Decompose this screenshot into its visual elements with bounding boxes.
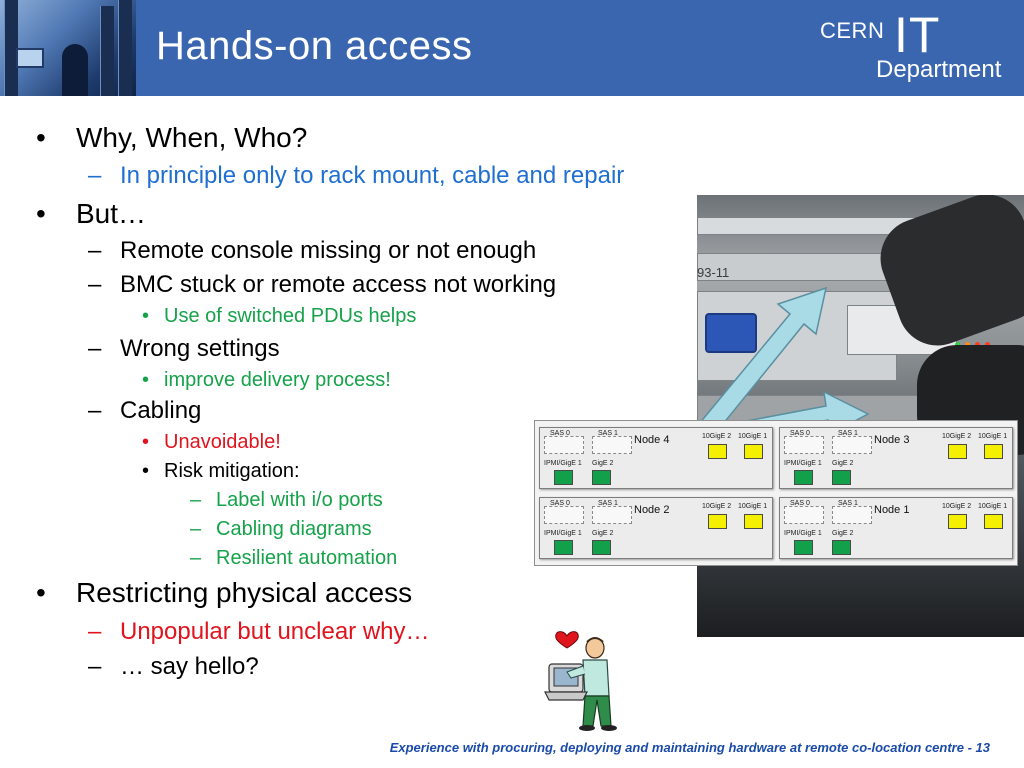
sas1-label: SAS 1 bbox=[598, 500, 618, 507]
gige2-label: GigE 2 bbox=[832, 460, 854, 467]
bullet-mark: • bbox=[142, 431, 150, 453]
ipmi-label: IPMI/GigE 1 bbox=[544, 530, 582, 537]
bullet-mark: – bbox=[88, 397, 102, 424]
heart-icon bbox=[556, 632, 579, 648]
bullet-mark: – bbox=[88, 162, 102, 189]
bullet-text: Label with i/o ports bbox=[216, 489, 383, 511]
bullet-text: Risk mitigation: bbox=[164, 460, 300, 482]
bullet-text: Unavoidable! bbox=[164, 431, 281, 453]
sas0-label: SAS 0 bbox=[790, 500, 810, 507]
bullet-text: In principle only to rack mount, cable and repair bbox=[120, 162, 625, 189]
tengige2-label: 10GigE 2 bbox=[942, 433, 972, 440]
tengige2-label: 10GigE 2 bbox=[942, 503, 972, 510]
logo-department-text: Department bbox=[876, 56, 1002, 83]
logo-it-text: IT bbox=[894, 7, 941, 63]
gige2-label: GigE 2 bbox=[832, 530, 854, 537]
bullet-mark: – bbox=[88, 237, 102, 264]
bullet-text: Restricting physical access bbox=[76, 577, 413, 608]
sas1-label: SAS 1 bbox=[838, 430, 858, 437]
ipmi-label: IPMI/GigE 1 bbox=[544, 460, 582, 467]
node-name: Node 1 bbox=[874, 504, 910, 516]
tengige1-label: 10GigE 1 bbox=[738, 433, 768, 440]
bullet-mark: • bbox=[142, 460, 150, 482]
bullet-text: improve delivery process! bbox=[164, 369, 391, 391]
bullet-mark: • bbox=[36, 122, 46, 153]
tengige2-label: 10GigE 2 bbox=[702, 433, 732, 440]
rack-label: 93-11 bbox=[697, 265, 730, 280]
sas0-label: SAS 0 bbox=[550, 500, 570, 507]
node-name: Node 2 bbox=[634, 504, 670, 516]
bullet-text: BMC stuck or remote access not working bbox=[120, 271, 557, 298]
bullet-text: Cabling bbox=[120, 397, 202, 424]
bullet-mark: – bbox=[190, 489, 202, 511]
tengige1-label: 10GigE 1 bbox=[978, 433, 1008, 440]
bullet-text: But… bbox=[76, 198, 147, 229]
bullet-mark: • bbox=[36, 198, 46, 229]
bullet-mark: – bbox=[88, 335, 102, 362]
sas0-label: SAS 0 bbox=[550, 430, 570, 437]
bullet-mark: – bbox=[190, 518, 202, 540]
bullet-mark: – bbox=[88, 618, 102, 645]
sas1-label: SAS 1 bbox=[838, 500, 858, 507]
bullet-text: Resilient automation bbox=[216, 547, 398, 569]
tengige1-label: 10GigE 1 bbox=[978, 503, 1008, 510]
node-name: Node 3 bbox=[874, 434, 910, 446]
bullet-text: Remote console missing or not enough bbox=[120, 237, 537, 264]
tengige1-label: 10GigE 1 bbox=[738, 503, 768, 510]
logo-cern-text: CERN bbox=[820, 18, 885, 43]
computer-love-clipart bbox=[537, 626, 627, 736]
tengige2-label: 10GigE 2 bbox=[702, 503, 732, 510]
gige2-label: GigE 2 bbox=[592, 530, 614, 537]
bullet-text: Wrong settings bbox=[120, 335, 280, 362]
bullet-mark: • bbox=[142, 305, 150, 327]
sas1-label: SAS 1 bbox=[598, 430, 618, 437]
bullet-mark: – bbox=[88, 653, 102, 680]
slide-footer: Experience with procuring, deploying and maintaining hardware at remote co-location centre - 13 bbox=[389, 740, 990, 755]
gige2-label: GigE 2 bbox=[592, 460, 614, 467]
ipmi-label: IPMI/GigE 1 bbox=[784, 530, 822, 537]
node-name: Node 4 bbox=[634, 434, 670, 446]
bullet-text: … say hello? bbox=[120, 653, 259, 680]
bullet-text: Why, When, Who? bbox=[76, 122, 308, 153]
ipmi-label: IPMI/GigE 1 bbox=[784, 460, 822, 467]
bullet-text: Unpopular but unclear why… bbox=[120, 618, 430, 645]
bullet-mark: • bbox=[142, 369, 150, 391]
bullet-mark: – bbox=[88, 271, 102, 298]
bullet-mark: • bbox=[36, 577, 46, 608]
bullet-mark: – bbox=[190, 547, 202, 569]
sas0-label: SAS 0 bbox=[790, 430, 810, 437]
slide-title: Hands-on access bbox=[156, 24, 473, 68]
bullet-text: Use of switched PDUs helps bbox=[164, 305, 417, 327]
bullet-text: Cabling diagrams bbox=[216, 518, 372, 540]
